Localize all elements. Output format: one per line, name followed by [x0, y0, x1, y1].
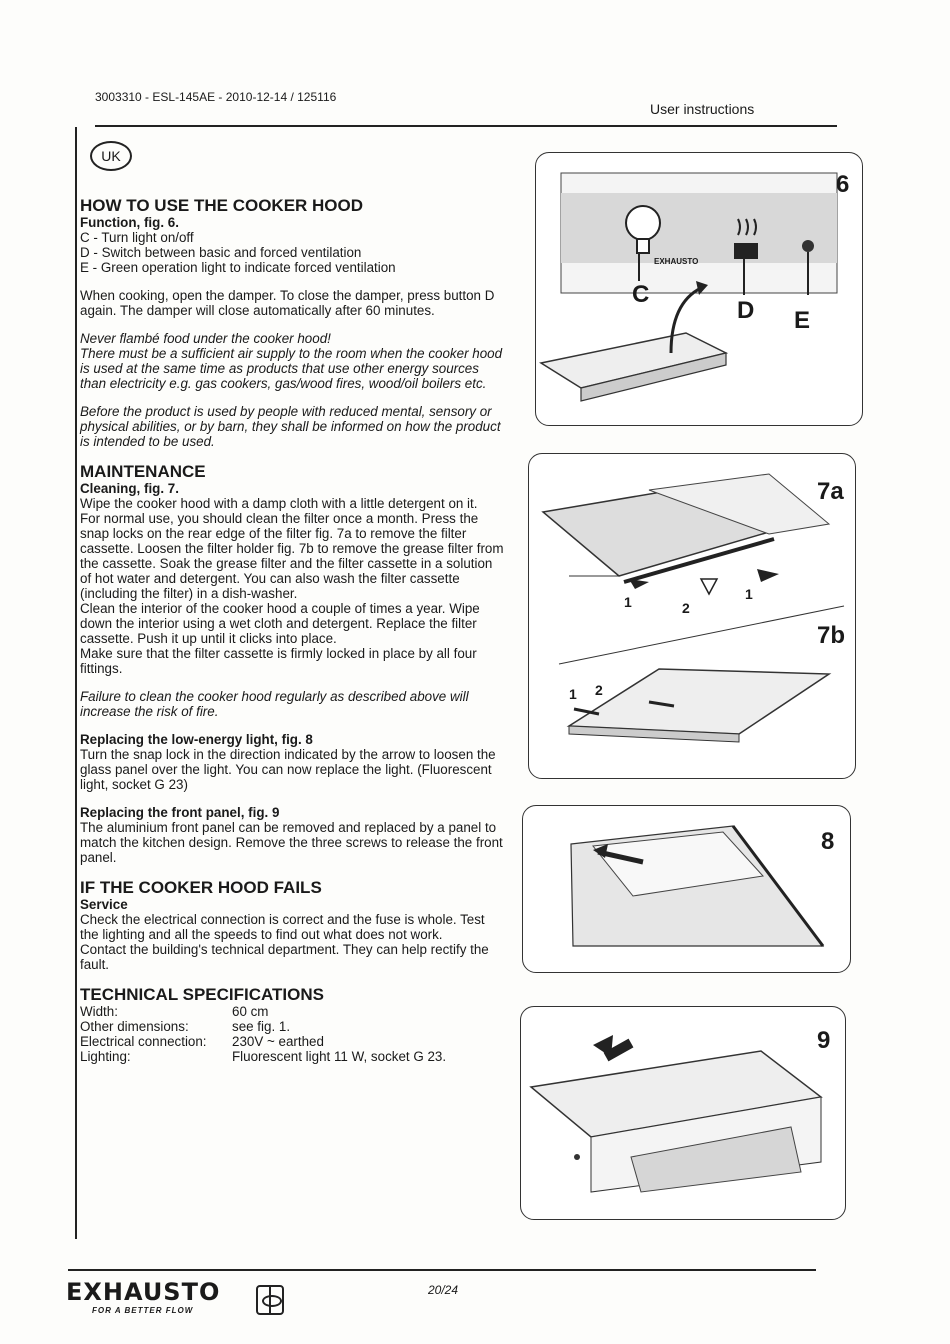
figure-8-illustration [523, 806, 850, 972]
fails-paragraph: Check the electrical connection is correct and the fuse is whole. Test the lighting and all the speeds to find out what does not work. [80, 912, 485, 942]
letter-c: C [632, 281, 650, 308]
footer-rule [68, 1269, 816, 1271]
callout-1: 1 [569, 686, 577, 702]
page-number: 20/24 [428, 1283, 459, 1297]
spec-key: Other dimensions: [80, 1019, 189, 1034]
light-heading: Replacing the low-energy light, fig. 8 [80, 732, 313, 747]
light-paragraph: Turn the snap lock in the direction indicated by the arrow to loosen the glass panel over the light. You can now replace the light. (Fluorescent light, socket G 23) [80, 747, 496, 792]
figure-label: 6 [836, 171, 850, 198]
warning-paragraph: Never flambé food under the cooker hood! There must be a sufficient air supply to the room when the cooker hood is used at the same time as products that use other energy sources than electricity e.g. gas cookers, gas/wood fires, wood/oil boilers etc. [80, 331, 503, 391]
figure-9-illustration [521, 1007, 845, 1219]
use-heading: HOW TO USE THE COOKER HOOD [80, 196, 364, 215]
figure-6-illustration [536, 153, 862, 425]
use-subheading: Function, fig. 6. [80, 215, 179, 230]
brand-logo: EXHAUSTO [66, 1278, 221, 1306]
spec-value: Fluorescent light 11 W, socket G 23. [232, 1049, 447, 1064]
panel-paragraph: The aluminium front panel can be removed and replaced by a panel to match the kitchen design. Remove the three screws to release the front panel. [80, 820, 503, 865]
figure-label: 7a [817, 478, 844, 505]
function-line: E - Green operation light to indicate forced ventilation [80, 260, 396, 275]
section-title: User instructions [650, 101, 755, 117]
maintenance-subheading: Cleaning, fig. 7. [80, 481, 179, 496]
figure-label: 8 [821, 828, 835, 855]
maintenance-heading: MAINTENANCE [80, 462, 206, 481]
letter-d: D [737, 297, 755, 324]
spec-key: Width: [80, 1004, 118, 1019]
figure-8 [522, 805, 851, 973]
contact-paragraph: Contact the building's technical department. They can help rectify the fault. [80, 942, 489, 972]
figure-9 [520, 1006, 846, 1220]
text-column [80, 196, 505, 1064]
damper-paragraph: When cooking, open the damper. To close the damper, press button D again. The damper will close automatically after 60 minutes. [80, 288, 495, 318]
cleaning-paragraph: Wipe the cooker hood with a damp cloth with a little detergent on it. For normal use, you should clean the filter once a month. Press the snap locks on the rear edge of the filter fig. 7a to remove the filter cassette. Loosen the filter holder fig. 7b to remove the grease filter from the cassette. Soak the grease filter and the filter cassette in a solution of hot water and detergent. You can also wash the filter cassette (including the filter) in a dish-washer. Clean the interior of the cooker hood a couple of times a year. Wipe down the interior using a wet cloth and detergent. Replace the filter cassette. Push it up until it clicks into place. Make sure that the filter cassette is firmly locked in place by all four fittings. [80, 496, 504, 676]
figure-7-illustration [529, 454, 855, 778]
failure-paragraph: Failure to clean the cooker hood regularly as described above will increase the risk of fire. [80, 689, 469, 719]
doc-reference: 3003310 - ESL-145AE - 2010-12-14 / 125116 [95, 90, 337, 104]
reduced-ability-paragraph: Before the product is used by people with reduced mental, sensory or physical abilities, or by barn, they shall be informed on how the product is intended to be used. [80, 404, 501, 449]
fails-heading: IF THE COOKER HOOD FAILS [80, 878, 322, 897]
spec-table [80, 1004, 505, 1064]
callout-1: 1 [624, 594, 632, 610]
margin-bar [75, 127, 77, 1239]
function-line: D - Switch between basic and forced ventilation [80, 245, 362, 260]
logo-mark-icon [256, 1285, 284, 1315]
spec-key: Electrical connection: [80, 1034, 207, 1049]
callout-2: 2 [595, 682, 603, 698]
brand-tagline: FOR A BETTER FLOW [92, 1306, 194, 1315]
spec-value: 230V ~ earthed [232, 1034, 324, 1049]
header-rule [95, 125, 837, 127]
figure-7 [528, 453, 856, 779]
figure-label: 9 [817, 1027, 831, 1054]
brand-label: EXHAUSTO [654, 257, 699, 266]
spec-value: see fig. 1. [232, 1019, 291, 1034]
function-line: C - Turn light on/off [80, 230, 194, 245]
tech-heading: TECHNICAL SPECIFICATIONS [80, 985, 324, 1004]
spec-key: Lighting: [80, 1049, 131, 1064]
spec-value: 60 cm [232, 1004, 269, 1019]
figure-6 [535, 152, 863, 426]
callout-1: 1 [745, 586, 753, 602]
panel-heading: Replacing the front panel, fig. 9 [80, 805, 280, 820]
callout-2: 2 [682, 600, 690, 616]
figure-label: 7b [817, 622, 846, 649]
fails-subheading: Service [80, 897, 128, 912]
language-badge: UK [90, 141, 132, 171]
letter-e: E [794, 307, 811, 334]
